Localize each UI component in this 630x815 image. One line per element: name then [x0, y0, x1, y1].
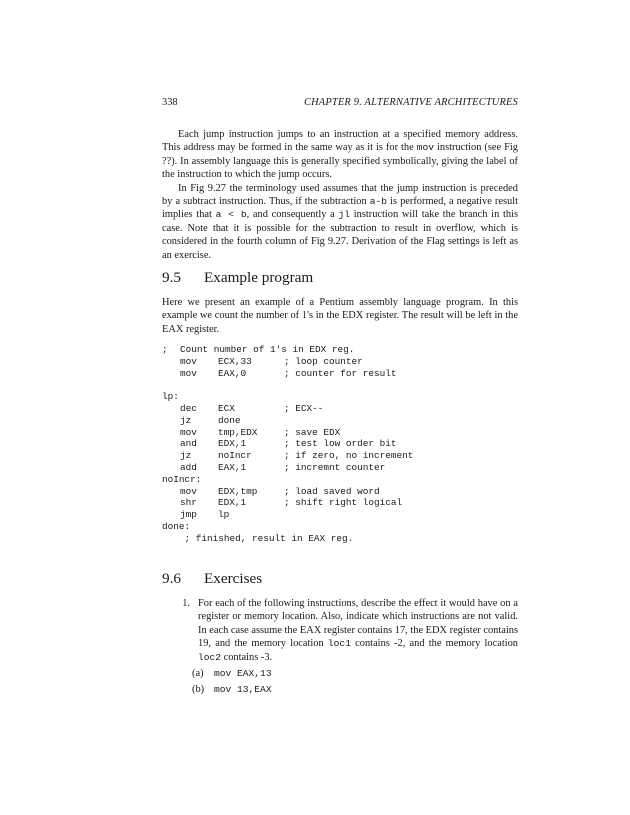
exercise-sub-item [192, 666, 272, 682]
code-label: ; [162, 344, 168, 355]
exercise-sub-item [192, 682, 272, 698]
code-line [162, 521, 522, 533]
inline-code: jl [338, 209, 351, 221]
text-run: For each of the following instructions, describe the effect it would have on a register or memory location. Also, indicate which instructions are not valid. In each case assume the EAX register contains 17, the EDX register contains 19, and the memory location [198, 598, 518, 650]
code-line [162, 415, 522, 427]
code-line [162, 379, 522, 391]
code-comment: ; save EDX [284, 426, 341, 438]
code-operand: lp [218, 509, 230, 521]
code-opcode: and [180, 438, 197, 450]
inline-code: loc2 [198, 651, 222, 663]
code-line [162, 344, 522, 356]
code-opcode: mov [180, 485, 197, 497]
assembly-code-listing [162, 344, 522, 545]
code-opcode: jz [180, 450, 192, 462]
code-operand: EDX,1 [218, 497, 247, 509]
code-opcode: mov [180, 426, 197, 438]
code-label: done: [162, 520, 191, 532]
code-opcode: mov [180, 355, 197, 367]
code-line [162, 450, 522, 462]
intro-paragraph-1 [162, 128, 518, 182]
text-run: , and consequently a [246, 209, 339, 221]
code-operand: EDX,tmp [218, 485, 258, 497]
page-number: 338 [162, 97, 178, 108]
code-comment: ; counter for result [284, 367, 397, 379]
code-line [162, 427, 522, 439]
section-title: Example program [204, 269, 314, 286]
text-run: contains -3. [221, 651, 273, 663]
exercise-list [162, 597, 518, 664]
code-line [162, 356, 522, 368]
exercise-sub-list [192, 666, 272, 698]
sub-item-letter: (b) [192, 684, 205, 695]
code-operand: number of 1's in EDX reg. [213, 344, 355, 355]
code-operand: EDX,1 [218, 438, 247, 450]
section-number: 9.5 [162, 269, 181, 286]
code-operand: tmp,EDX [218, 426, 258, 438]
code-comment: ; load saved word [284, 485, 380, 497]
inline-code: a < b [215, 209, 247, 221]
code-line [162, 391, 522, 403]
exercise-text [198, 597, 518, 664]
inline-code: mov [416, 142, 435, 154]
intro-paragraph-2 [162, 182, 518, 262]
inline-code: a-b [369, 196, 388, 208]
code-line [162, 438, 522, 450]
code-comment: ; finished, result in EAX reg. [162, 532, 354, 544]
text-run: instruction will take the branch in this case. Note that it is possible for the subtraction to result in overflow, which is considered in the fourth column of Fig 9.27. Derivation of the Flag settings is left as an exercise. [162, 209, 518, 261]
code-line [162, 403, 522, 415]
code-comment: ; ECX-- [284, 402, 324, 414]
code-operand: noIncr [218, 450, 252, 462]
code-comment: ; if zero, no increment [284, 450, 414, 462]
page-header [162, 96, 518, 109]
text-run: is performed, a negative result implies that [162, 196, 518, 221]
code-opcode: jmp [180, 509, 197, 521]
code-comment: ; loop counter [284, 355, 363, 367]
code-comment: ; test low order bit [284, 438, 397, 450]
exercise-item [162, 597, 518, 664]
text-run: In Fig 9.27 the terminology used assumes that the jump instruction is preceded by a subtract instruction. Thus, if the subtraction [162, 182, 518, 208]
code-opcode: mov [180, 367, 197, 379]
sub-item-code: mov EAX,13 [214, 668, 272, 679]
section-title: Exercises [204, 570, 263, 587]
code-opcode: add [180, 461, 197, 473]
section-number: 9.6 [162, 570, 181, 587]
code-operand: ECX [218, 402, 235, 414]
sub-item-letter: (a) [192, 668, 204, 679]
text-run: instruction (see Fig ??). In assembly language this is generally specified symbolically, giving the label of the instruction to which the jump occurs. [162, 142, 519, 181]
sub-item-code: mov 13,EAX [214, 684, 272, 695]
text-run: contains -2, and the memory location [350, 638, 518, 650]
code-line [162, 462, 522, 474]
text-run: Each jump instruction jumps to an instruction at a specified memory address. This address may be formed in the same way as it is for the [162, 129, 518, 154]
code-operand: EAX,1 [218, 461, 247, 473]
intro-text [162, 128, 518, 262]
code-opcode: jz [180, 414, 192, 426]
code-comment: ; incremnt counter [284, 461, 386, 473]
code-opcode: dec [180, 402, 197, 414]
code-operand: ECX,33 [218, 355, 252, 367]
section-heading-exercises [162, 570, 262, 588]
example-intro [162, 296, 518, 336]
code-label: noIncr: [162, 473, 202, 485]
code-opcode: Count [180, 344, 214, 355]
section-heading-example [162, 269, 313, 287]
code-line [162, 509, 522, 521]
code-line [162, 486, 522, 498]
inline-code: loc1 [327, 638, 351, 650]
code-comment: ; shift right logical [284, 497, 403, 509]
code-opcode: shr [180, 497, 197, 509]
example-paragraph: Here we present an example of a Pentium assembly language program. In this example we count the number of 1's in the EDX register. The result will be left in the EAX register. [162, 297, 518, 335]
code-line [162, 533, 522, 545]
code-line [162, 474, 522, 486]
code-operand: done [218, 414, 241, 426]
running-title: CHAPTER 9. ALTERNATIVE ARCHITECTURES [303, 97, 518, 108]
code-line [162, 368, 522, 380]
code-line [162, 497, 522, 509]
code-operand: EAX,0 [218, 367, 247, 379]
exercise-number: 1. [182, 598, 190, 609]
code-label: lp: [162, 391, 179, 403]
